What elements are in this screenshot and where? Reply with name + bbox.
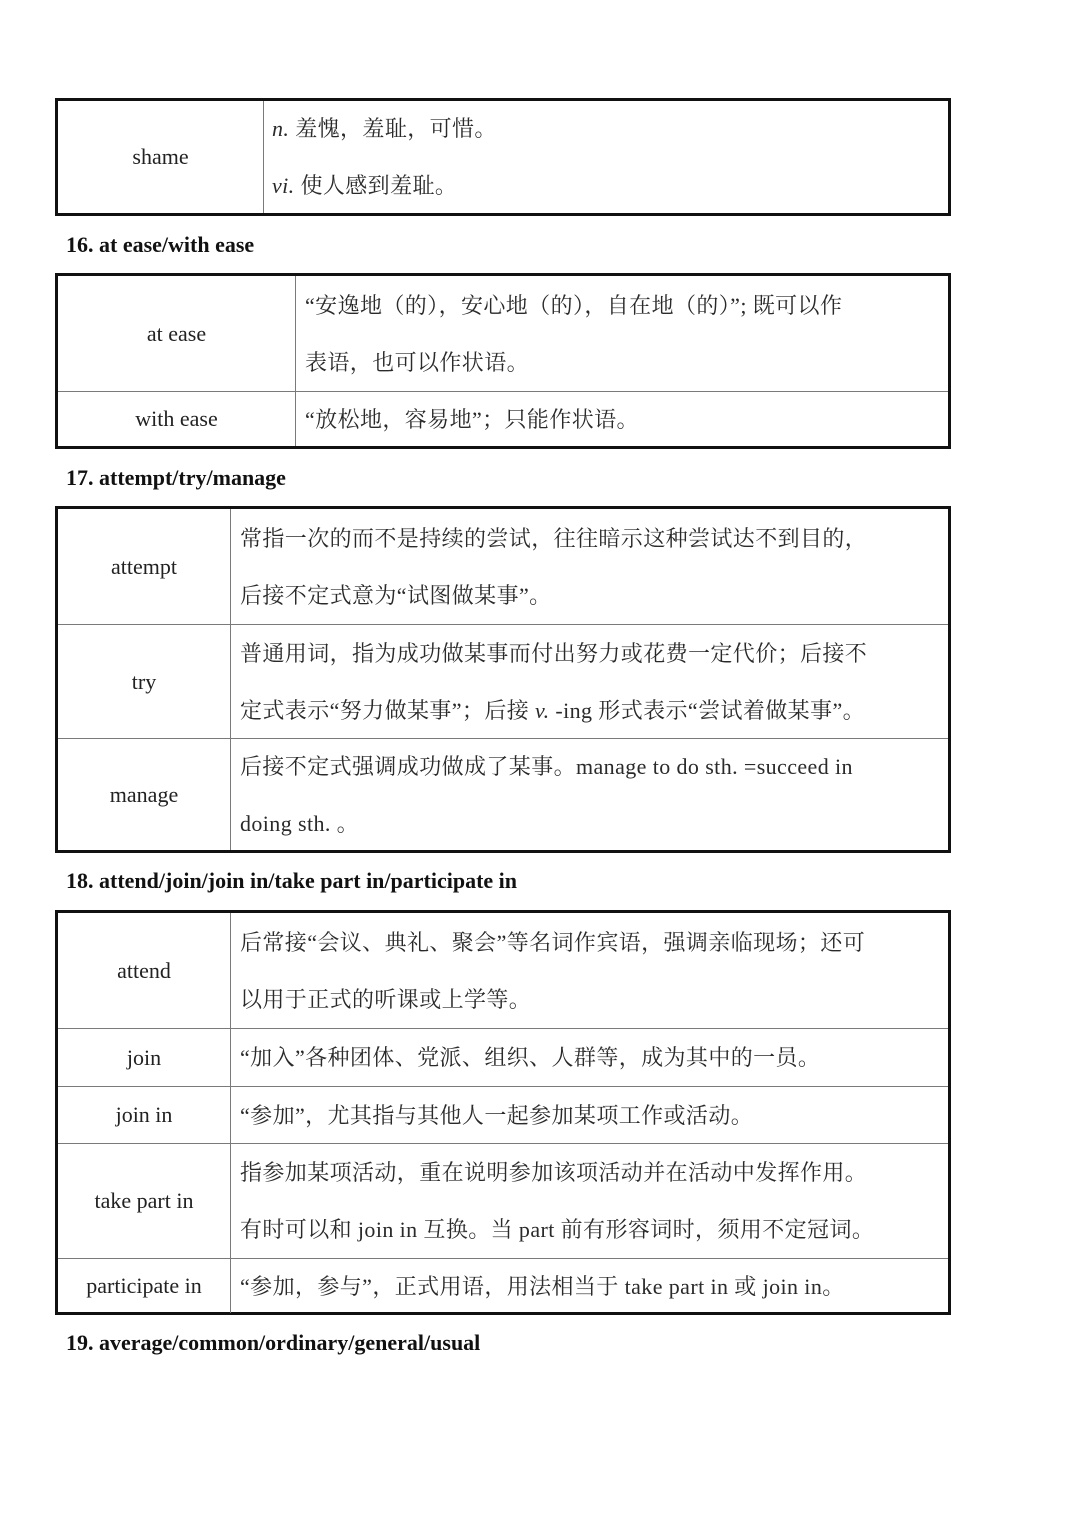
definition-line: doing sth. 。 [240,810,360,836]
term-cell: attempt [58,509,231,624]
definition-line: 后接不定式意为“试图做某事”。 [240,582,552,608]
definition-line [240,682,940,739]
table-section-16 [55,273,951,449]
definition-line: 普通用词，指为成功做某事而付出努力或花费一定代价；后接不 [240,640,868,666]
section-heading-19: 19. average/common/ordinary/general/usual [66,1330,481,1355]
definition-cell [231,1259,948,1313]
definition-cell [231,1144,948,1258]
definition-line: 指参加某项活动，重在说明参加该项活动并在活动中发挥作用。 [240,1160,868,1185]
definition-line [272,100,940,157]
definition-cell [231,1029,948,1086]
table-row [58,509,948,624]
definition-line: 有时可以和 join in 互换。当 part 前有形容词时，须用不定冠词。 [240,1217,875,1242]
term-cell: take part in [58,1144,231,1258]
definition-line: “安逸地（的），安心地（的），自在地（的）”; 既可以作 [305,292,843,318]
term-cell: try [58,625,231,738]
table-row [58,1028,948,1086]
term-cell: join [58,1029,231,1086]
definition-cell [231,509,948,624]
table-row [58,1143,948,1258]
section-heading-17: 17. attempt/try/manage [66,465,286,490]
table-row [58,101,948,213]
definition-cell [231,625,948,738]
definition-cell [296,276,948,391]
part-of-speech: vi. [272,173,295,198]
definition-text: 定式表示“努力做某事”；后接 [240,697,536,723]
definition-line: 后常接“会议、典礼、聚会”等名词作宾语，强调亲临现场；还可 [240,929,866,955]
table-row [58,276,948,391]
table-row [58,391,948,446]
definition-line: 后接不定式强调成功做成了某事。manage to do sth. =succeed in [240,753,853,779]
definition-line [272,157,940,214]
definition-line: 以用于正式的听课或上学等。 [240,986,532,1012]
definition-line: “加入”各种团体、党派、组织、人群等，成为其中的一员。 [240,1045,821,1070]
table-section-17 [55,506,951,853]
section-heading-16: 16. at ease/with ease [66,232,255,257]
term-cell: at ease [58,276,296,391]
term-cell: join in [58,1087,231,1143]
table-row [58,913,948,1028]
definition-line: “参加，参与”，正式用语，用法相当于 take part in 或 join in。 [240,1273,845,1299]
definition-line: “放松地，容易地”；只能作状语。 [305,406,639,432]
definition-text: 羞愧，羞耻，可惜。 [289,116,497,141]
definition-line: 常指一次的而不是持续的尝试，往往暗示这种尝试达不到目的， [240,525,868,551]
term-cell: with ease [58,392,296,446]
definition-line: 表语，也可以作状语。 [305,349,530,375]
part-of-speech: v. [535,697,550,723]
part-of-speech: n. [272,116,290,141]
term-cell: participate in [58,1259,231,1313]
section-heading-18: 18. attend/join/join in/take part in/participate in [66,868,518,893]
table-row [58,1258,948,1313]
definition-line: “参加”，尤其指与其他人一起参加某项工作或活动。 [240,1102,754,1128]
definition-text: 使人感到羞耻。 [294,173,458,198]
table-shame [55,98,951,216]
table-row [58,738,948,850]
definition-cell [231,1087,948,1143]
definition-text: -ing 形式表示“尝试着做某事”。 [549,697,866,723]
term-cell: shame [58,101,264,213]
definition-cell [231,739,948,850]
table-row [58,624,948,738]
term-cell: attend [58,913,231,1028]
definition-cell [264,101,948,213]
table-row [58,1086,948,1143]
definition-cell [231,913,948,1028]
definition-cell [296,392,948,446]
table-section-18 [55,910,951,1315]
term-cell: manage [58,739,231,850]
